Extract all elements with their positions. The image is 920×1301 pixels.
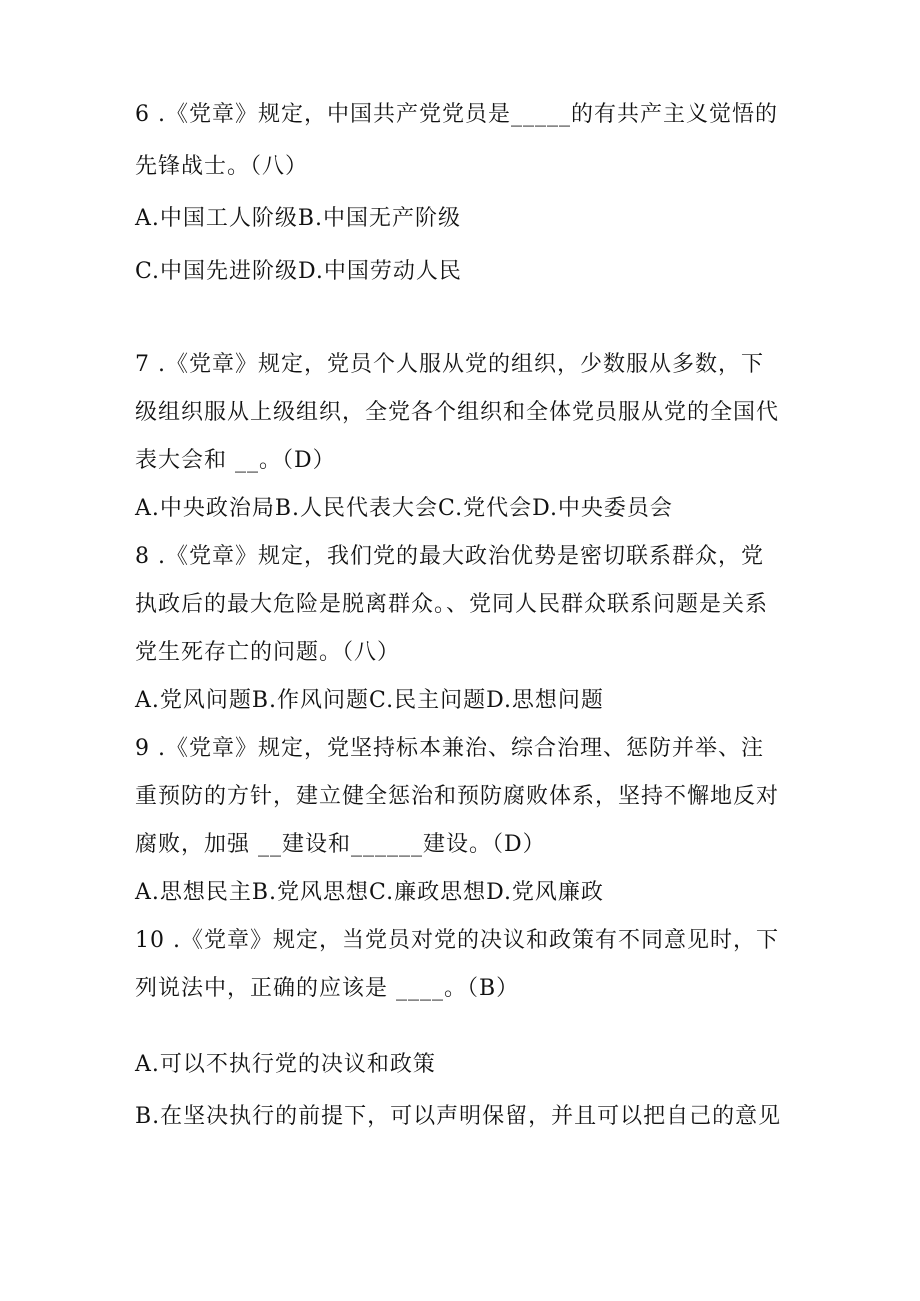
question-10-option-line-1: A.可以不执行党的决议和政策: [135, 1052, 436, 1077]
question-10-option-line-2: B.在坚决执行的前提下，可以声明保留，并且可以把自己的意见: [135, 1104, 782, 1129]
question-10-line-1: 10 .《党章》规定，当党员对党的决议和政策有不同意见时，下: [135, 928, 779, 953]
question-9-line-3: 腐败，加强 __建设和______建设。（D）: [135, 832, 546, 857]
question-8-line-2: 执政后的最大危险是脱离群众。、党同人民群众联系问题是关系: [135, 592, 769, 617]
question-7-line-3: 表大会和 __。（D）: [135, 448, 336, 473]
question-7-line-1: 7 .《党章》规定，党员个人服从党的组织，少数服从多数，下: [135, 352, 764, 377]
question-8-option-line-1: A.党风问题B.作风问题C.民主问题D.思想问题: [135, 688, 604, 713]
question-8-line-3: 党生死存亡的问题。（八）: [135, 640, 401, 665]
question-6-option-line-1: A.中国工人阶级B.中国无产阶级: [135, 206, 462, 231]
question-9-line-2: 重预防的方针，建立健全惩治和预防腐败体系，坚持不懈地反对: [135, 784, 780, 809]
question-6-line-2: 先锋战士。（八）: [135, 154, 309, 179]
question-10-line-2: 列说法中，正确的应该是 ____。（B）: [135, 976, 520, 1001]
question-8-line-1: 8 .《党章》规定，我们党的最大政治优势是密切联系群众，党: [135, 544, 764, 569]
question-7-option-line-1: A.中央政治局B.人民代表大会C.党代会D.中央委员会: [135, 496, 673, 521]
question-9-line-1: 9 .《党章》规定，党坚持标本兼治、综合治理、惩防并举、注: [135, 736, 764, 761]
question-6-option-line-2: C.中国先进阶级D.中国劳动人民: [135, 259, 462, 284]
question-6-line-1: 6 .《党章》规定，中国共产党党员是_____的有共产主义觉悟的: [135, 102, 778, 127]
question-9-option-line-1: A.思想民主B.党风思想C.廉政思想D.党风廉政: [135, 880, 604, 905]
question-7-line-2: 级组织服从上级组织，全党各个组织和全体党员服从党的全国代: [135, 400, 780, 425]
